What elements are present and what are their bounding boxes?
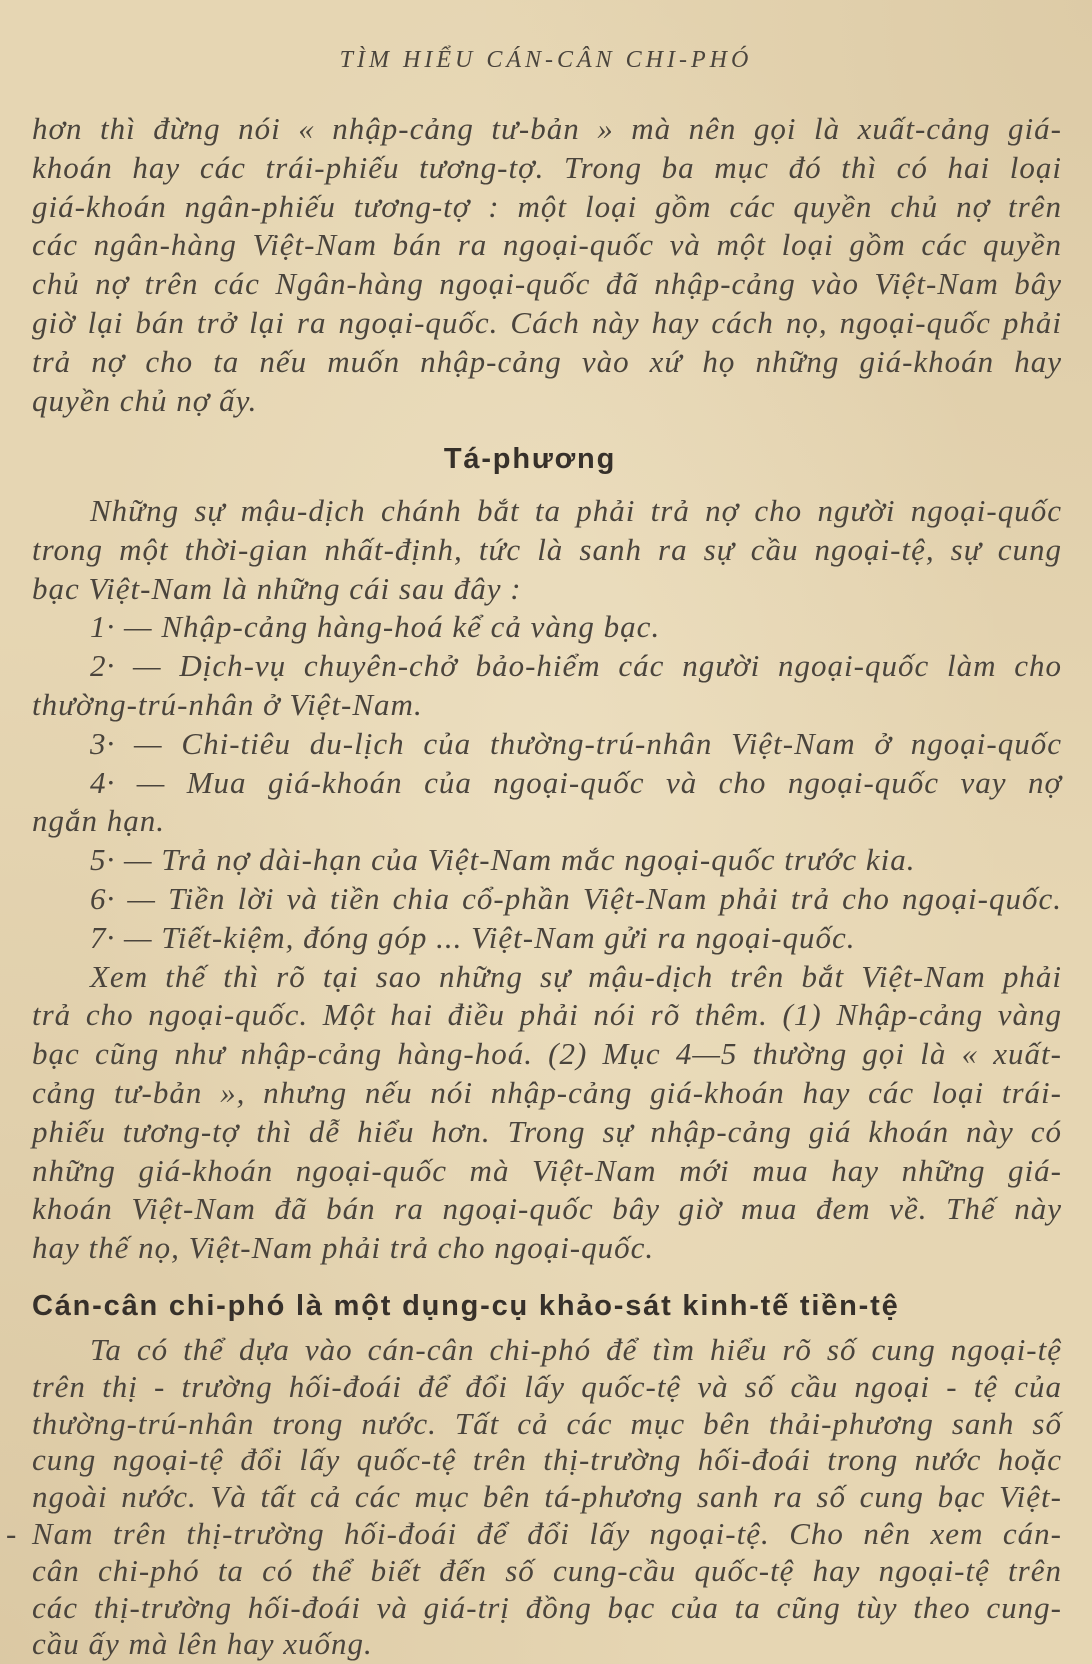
text-line: 2· — Dịch-vụ chuyên-chở bảo-hiểm các người ngoại-quốc làm cho — [90, 648, 1062, 684]
text-line: cầu ấy mà lên hay xuống. — [32, 1626, 373, 1662]
text-line: thường-trú-nhân trong nước. Tất cả các mục bên thải-phương sanh số — [32, 1405, 1062, 1441]
text-line: 5· — Trả nợ dài-hạn của Việt-Nam mắc ngoại-quốc trước kia. — [90, 842, 916, 878]
text-line: những giá-khoán ngoại-quốc mà Việt-Nam mới mua hay những giá- — [32, 1152, 1062, 1188]
text-line: khoán Việt-Nam đã bán ra ngoại-quốc bây giờ mua đem về. Thế này — [32, 1191, 1062, 1227]
text-line: trả nợ cho ta nếu muốn nhập-cảng vào xứ họ những giá-khoán hay — [32, 343, 1062, 379]
text-line: thường-trú-nhân ở Việt-Nam. — [32, 686, 423, 722]
text-line: bạc cũng như nhập-cảng hàng-hoá. (2) Mục 4—5 thường gọi là « xuất- — [32, 1036, 1062, 1072]
text-line: các ngân-hàng Việt-Nam bán ra ngoại-quốc và một loại gồm các quyền — [32, 227, 1062, 263]
text-line: cảng tư-bản », nhưng nếu nói nhập-cảng giá-khoán hay các loại trái- — [32, 1074, 1062, 1110]
paragraph-balance-tool — [32, 1332, 1062, 1663]
text-line: ngoài nước. Và tất cả các mục bên tá-phương sanh ra số cung bạc Việt- — [32, 1479, 1062, 1515]
text-line: 7· — Tiết-kiệm, đóng góp ... Việt-Nam gửi ra ngoại-quốc. — [90, 919, 856, 955]
text-line: giá-khoán ngân-phiếu tương-tợ : một loại gồm các quyền chủ nợ trên — [32, 188, 1062, 224]
list-item — [32, 647, 1062, 725]
text-line: quyền chủ nợ ấy. — [32, 382, 258, 418]
text-line: 1· — Nhập-cảng hàng-hoá kể cả vàng bạc. — [90, 609, 661, 645]
list-item — [32, 919, 1062, 958]
text-line: chủ nợ trên các Ngân-hàng ngoại-quốc đã nhập-cảng vào Việt-Nam bây — [32, 266, 1062, 302]
text-line: hơn thì đừng nói « nhập-cảng tư-bản » mà nên gọi là xuất-cảng giá- — [32, 111, 1062, 146]
text-line: 4· — Mua giá-khoán của ngoại-quốc và cho ngoại-quốc vay nợ — [90, 764, 1062, 800]
section-body-ta-phuong — [32, 492, 1062, 1268]
paragraph-explanation — [32, 958, 1062, 1268]
text-line: 3· — Chi-tiêu du-lịch của thường-trú-nhân Việt-Nam ở ngoại-quốc — [90, 725, 1062, 761]
text-line: khoán hay các trái-phiếu tương-tợ. Trong ba mục đó thì có hai loại — [32, 149, 1062, 185]
list-item — [32, 841, 1062, 880]
text-line: bạc Việt-Nam là những cái sau đây : — [32, 570, 522, 606]
paragraph-continuation — [32, 110, 1062, 420]
running-header: TÌM HIỂU CÁN-CÂN CHI-PHÓ — [339, 47, 753, 73]
list-item — [32, 764, 1062, 842]
text-line: trên thị - trường hối-đoái để đổi lấy quốc-tệ và số cầu ngoại - tệ của — [32, 1368, 1062, 1404]
text-line: Những sự mậu-dịch chánh bắt ta phải trả nợ cho người ngoại-quốc — [90, 493, 1062, 528]
list-item — [32, 608, 1062, 647]
text-line: hay thế nọ, Việt-Nam phải trả cho ngoại-quốc. — [32, 1230, 655, 1266]
text-line: trong một thời-gian nhất-định, tức là sanh ra sự cầu ngoại-tệ, sự cung — [32, 531, 1062, 567]
text-line: Nam trên thị-trường hối-đoái để đổi lấy ngoại-tệ. Cho nên xem cán- — [32, 1515, 1062, 1551]
text-line: ngắn hạn. — [32, 803, 165, 839]
section-heading-balance-tool: Cán-cân chi-phó là một dụng-cụ khảo-sát kinh-tế tiền-tệ — [32, 1290, 900, 1322]
margin-mark: - — [6, 1516, 17, 1551]
text-line: phiếu tương-tợ thì dễ hiểu hơn. Trong sự nhập-cảng giá khoán này có — [32, 1113, 1062, 1149]
text-line: 6· — Tiền lời và tiền chia cổ-phần Việt-Nam phải trả cho ngoại-quốc. — [90, 880, 1062, 916]
list-item — [32, 880, 1062, 919]
list-item — [32, 725, 1062, 764]
text-line: trả cho ngoại-quốc. Một hai điều phải nói rõ thêm. (1) Nhập-cảng vàng — [32, 997, 1062, 1033]
section-heading-ta-phuong: Tá-phương — [443, 443, 617, 475]
text-line: giờ lại bán trở lại ra ngoại-quốc. Cách này hay cách nọ, ngoại-quốc phải — [32, 304, 1062, 340]
text-line: cân chi-phó ta có thể biết đến số cung-cầu quốc-tệ hay ngoại-tệ trên — [32, 1552, 1062, 1588]
text-line: Ta có thể dựa vào cán-cân chi-phó để tìm hiểu rõ số cung ngoại-tệ — [90, 1332, 1062, 1367]
numbered-list — [32, 608, 1062, 957]
text-line: các thị-trường hối-đoái và giá-trị đồng bạc của ta cũng tùy theo cung- — [32, 1589, 1062, 1625]
text-line: Xem thế thì rõ tại sao những sự mậu-dịch trên bắt Việt-Nam phải — [90, 958, 1062, 994]
text-line: cung ngoại-tệ đổi lấy quốc-tệ trên thị-trường hối-đoái trong nước hoặc — [32, 1442, 1062, 1478]
paragraph-intro — [32, 492, 1062, 608]
